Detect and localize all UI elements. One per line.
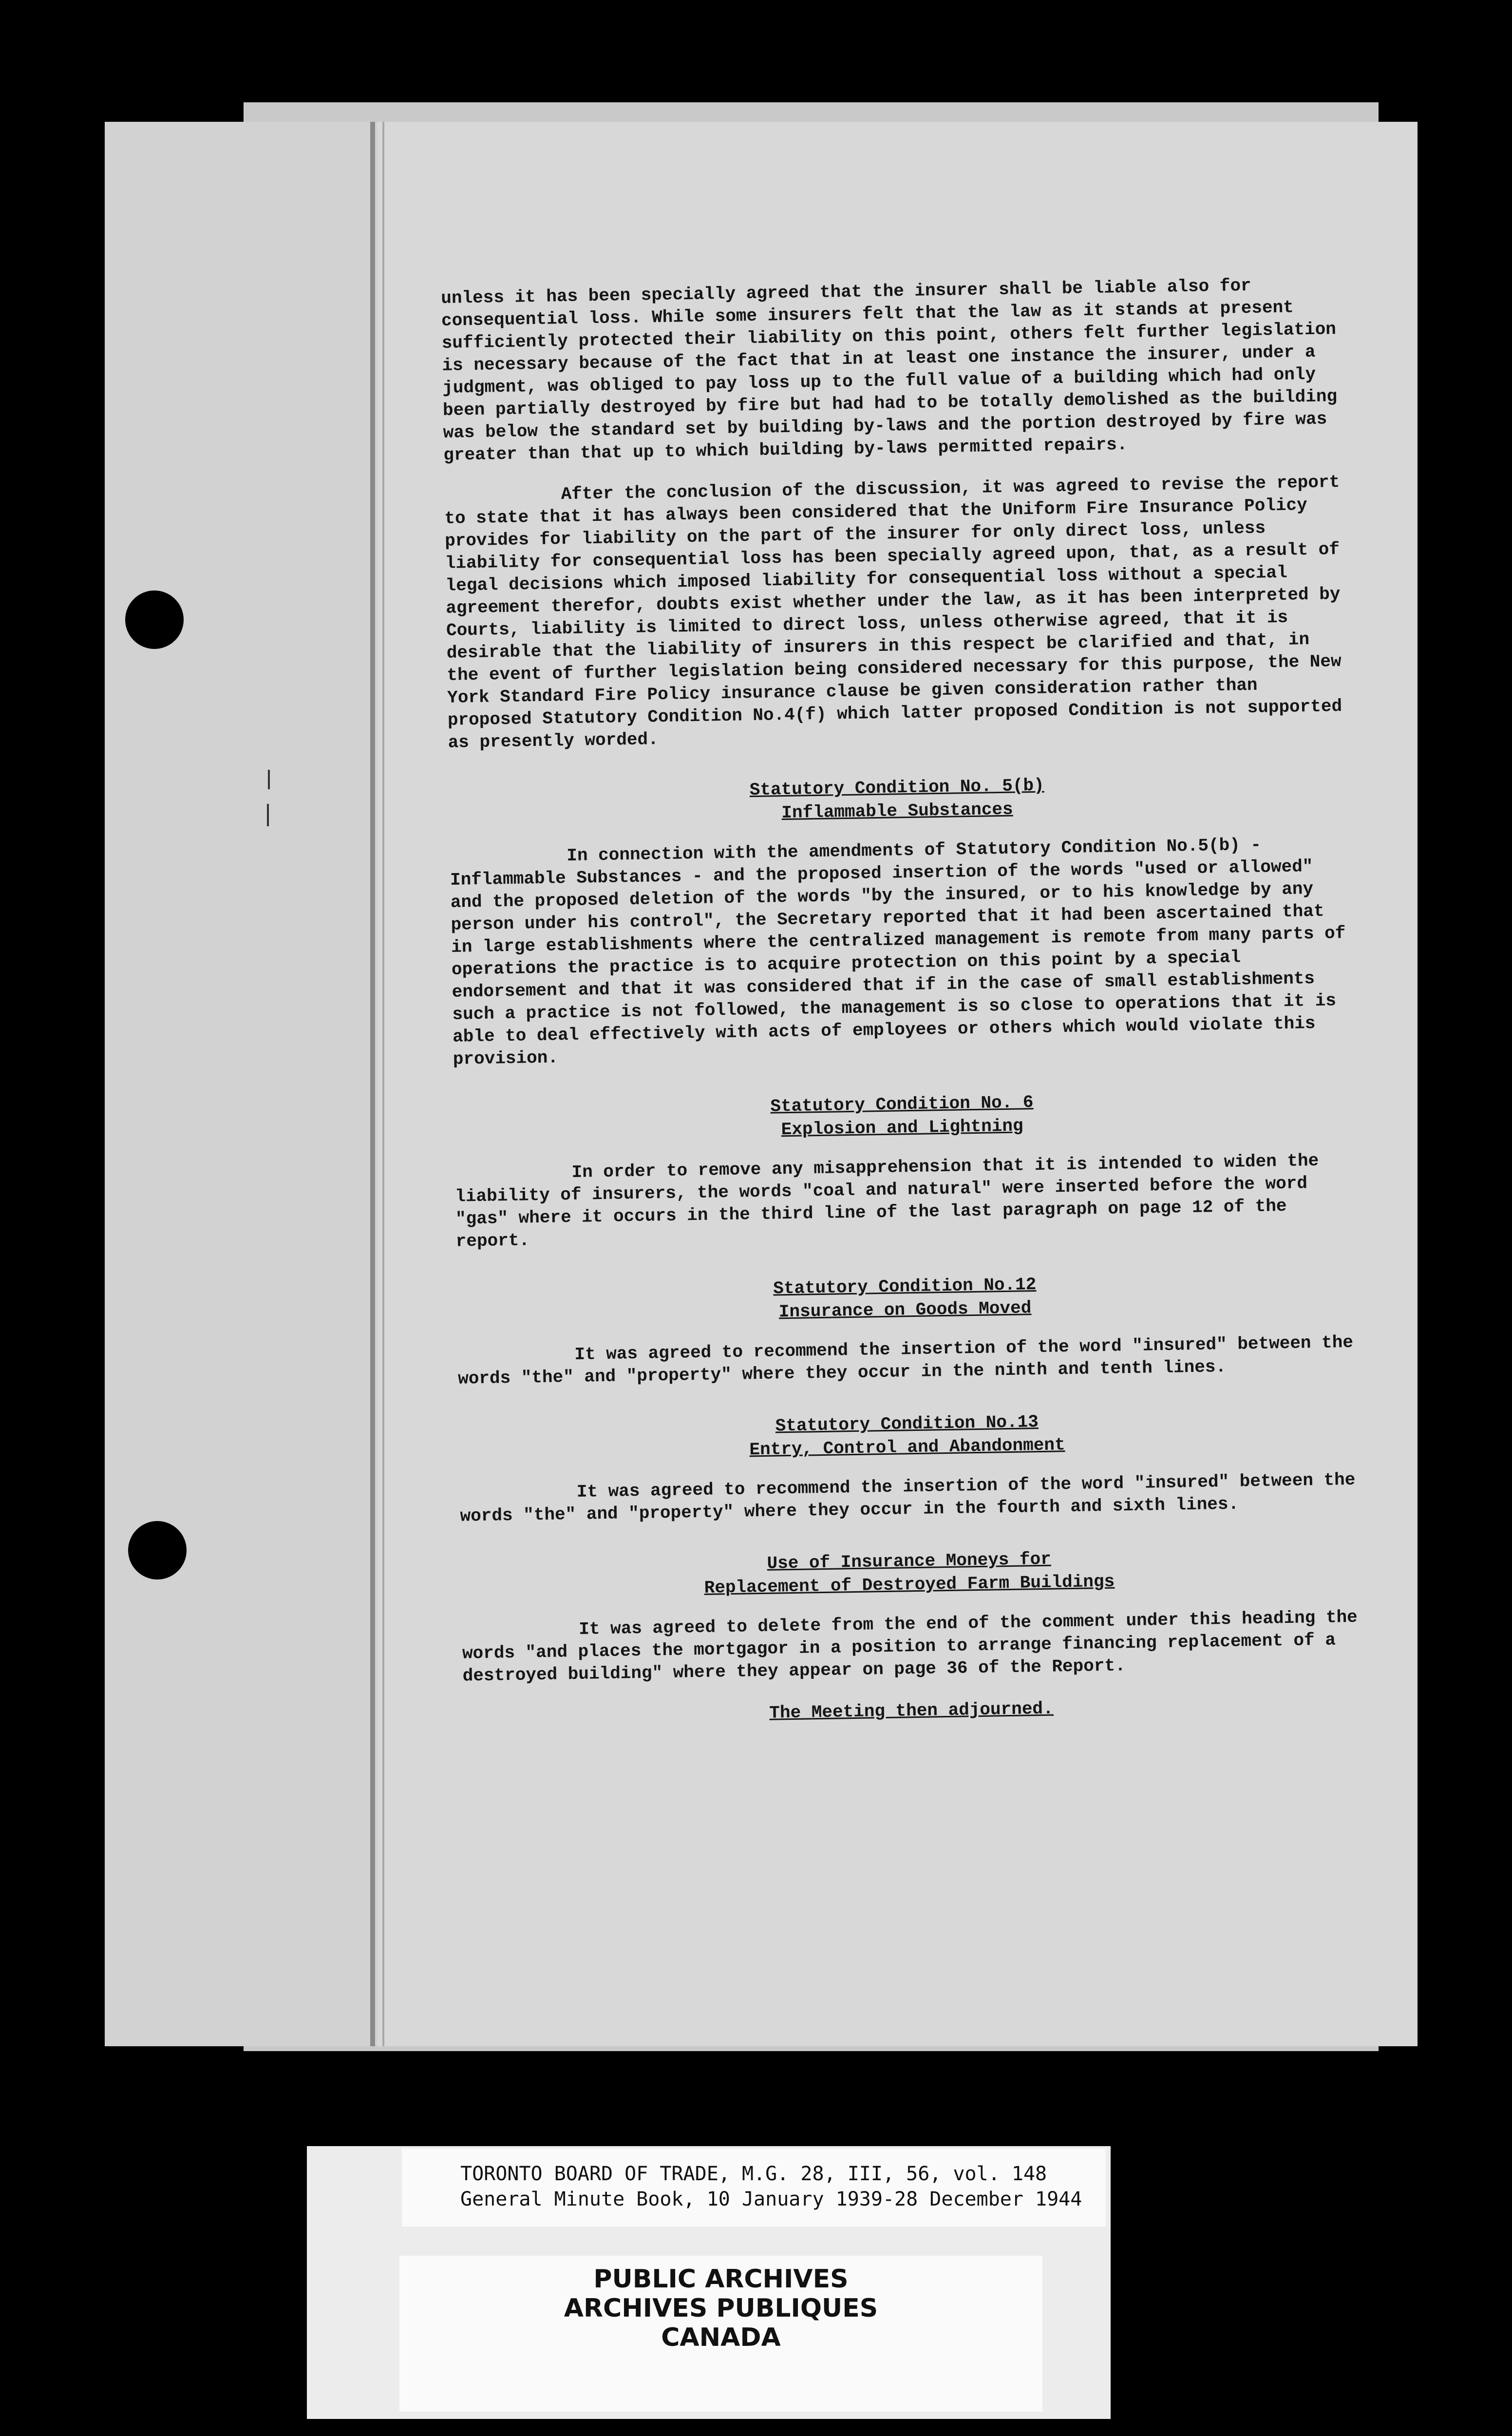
punch-hole-top bbox=[125, 590, 184, 649]
section-heading-line1: Statutory Condition No. 6 bbox=[770, 1092, 1034, 1117]
section-heading bbox=[459, 1406, 1356, 1466]
section-body: It was agreed to delete from the end of the comment under this heading the words "and places the mortgagor in a position to arrange financing replacement of a destroyed building" where they appear on page 36 of the Report. bbox=[462, 1607, 1358, 1686]
archive-stamp-line1: PUBLIC ARCHIVES bbox=[593, 2265, 849, 2294]
section-heading-line1: Statutory Condition No.12 bbox=[773, 1275, 1037, 1299]
section-heading bbox=[449, 769, 1345, 830]
section-heading-line2: Explosion and Lightning bbox=[781, 1116, 1023, 1140]
archive-stamp bbox=[399, 2256, 1042, 2412]
closing-line: The Meeting then adjourned. bbox=[769, 1698, 1054, 1723]
section-body: It was agreed to recommend the insertion of the word "insured" between the words "the" and "property" where they occur in the fourth and sixth lines. bbox=[460, 1469, 1356, 1526]
paragraph-intro-1: unless it has been specially agreed that the insurer shall be liable also for consequential loss. While some insurers felt that the law as it stands at present sufficiently protected their liability on this point, others felt further legislation is necessary because of the fact that in at least one instance the insurer, under a judgment, was obliged to pay loss up to the full value of a building which had only been partially destroyed by fire but had had to be totally demolished as the building was below the standard set by building by-laws and the portion destroyed by fire was greater than that up to which building by-laws permitted repairs. bbox=[441, 275, 1338, 465]
binding-fold-line bbox=[370, 122, 375, 2046]
paragraph-intro-2: After the conclusion of the discussion, it was agreed to revise the report to state that it has always been considered that the Uniform Fire Insurance Policy provides for liability on the part of the insurer for only direct loss, unless liability for consequential loss has been specially agreed upon, that, as a result of legal decisions which imposed liability for consequential loss without a special agreement therefor, doubts exist whether under the law, as it has been interpreted by Courts, liability is limited to direct loss, unless otherwise agreed, that it is desirable that the liability of insurers in this respect be clarified and that, in the event of further legislation being considered necessary for this purpose, the New York Standard Fire Policy insurance clause be given consideration rather than proposed Statutory Condition No.4(f) which latter proposed Condition is not supported as presently worded. bbox=[444, 472, 1342, 753]
margin-mark bbox=[268, 770, 270, 789]
section-body: In connection with the amendments of Statutory Condition No.5(b) - Inflammable Substances - and the proposed insertion of the words "used or allowed" and the proposed deletion of the words "by the insured, or to his knowledge by any person under his control", the Secretary reported that it had been ascertained that in large establishments where the centralized management is remote from many parts of operations the practice is to acquire protection on this point by a special endorsement and that it was considered that if in the case of small establishments such a practice is not followed, the management is so close to operations that it is able to deal effectively with acts of employees or others which would violate this provision. bbox=[450, 835, 1346, 1069]
margin-mark bbox=[267, 804, 269, 826]
section-heading-line1: Use of Insurance Moneys for bbox=[767, 1549, 1052, 1574]
archive-citation-label bbox=[402, 2149, 1106, 2227]
section-heading bbox=[454, 1086, 1350, 1147]
section-heading-line1: Statutory Condition No. 5(b) bbox=[749, 775, 1044, 800]
binding-fold-line-secondary bbox=[382, 122, 384, 2046]
section-heading-line2: Inflammable Substances bbox=[781, 799, 1013, 823]
section-heading-line2: Entry, Control and Abandonment bbox=[749, 1435, 1065, 1460]
section-heading-line2: Insurance on Goods Moved bbox=[778, 1298, 1032, 1322]
section-heading bbox=[461, 1543, 1358, 1604]
section-body: It was agreed to recommend the insertion of the word "insured" between the words "the" and "property" where they occur in the ninth and tenth lines. bbox=[457, 1332, 1354, 1389]
punch-hole-bottom bbox=[128, 1521, 187, 1580]
section-body: In order to remove any misapprehension that it is intended to widen the liability of insurers, the words "coal and natural" were inserted before the word "gas" where it occurs in the third line of the last paragraph on page 12 of the report. bbox=[454, 1150, 1319, 1252]
section-heading-line1: Statutory Condition No.13 bbox=[775, 1412, 1039, 1436]
section-heading-line2: Replacement of Destroyed Farm Buildings bbox=[704, 1571, 1115, 1598]
archive-stamp-line3: CANADA bbox=[661, 2323, 781, 2352]
document-text bbox=[441, 273, 1360, 1730]
section-heading bbox=[456, 1268, 1353, 1329]
archive-stamp-line2: ARCHIVES PUBLIQUES bbox=[564, 2294, 878, 2323]
page-left-margin bbox=[105, 122, 378, 2046]
archive-citation-line2: General Minute Book, 10 January 1939-28 December 1944 bbox=[460, 2188, 1082, 2210]
archive-citation-line1: TORONTO BOARD OF TRADE, M.G. 28, III, 56, vol. 148 bbox=[460, 2163, 1047, 2185]
